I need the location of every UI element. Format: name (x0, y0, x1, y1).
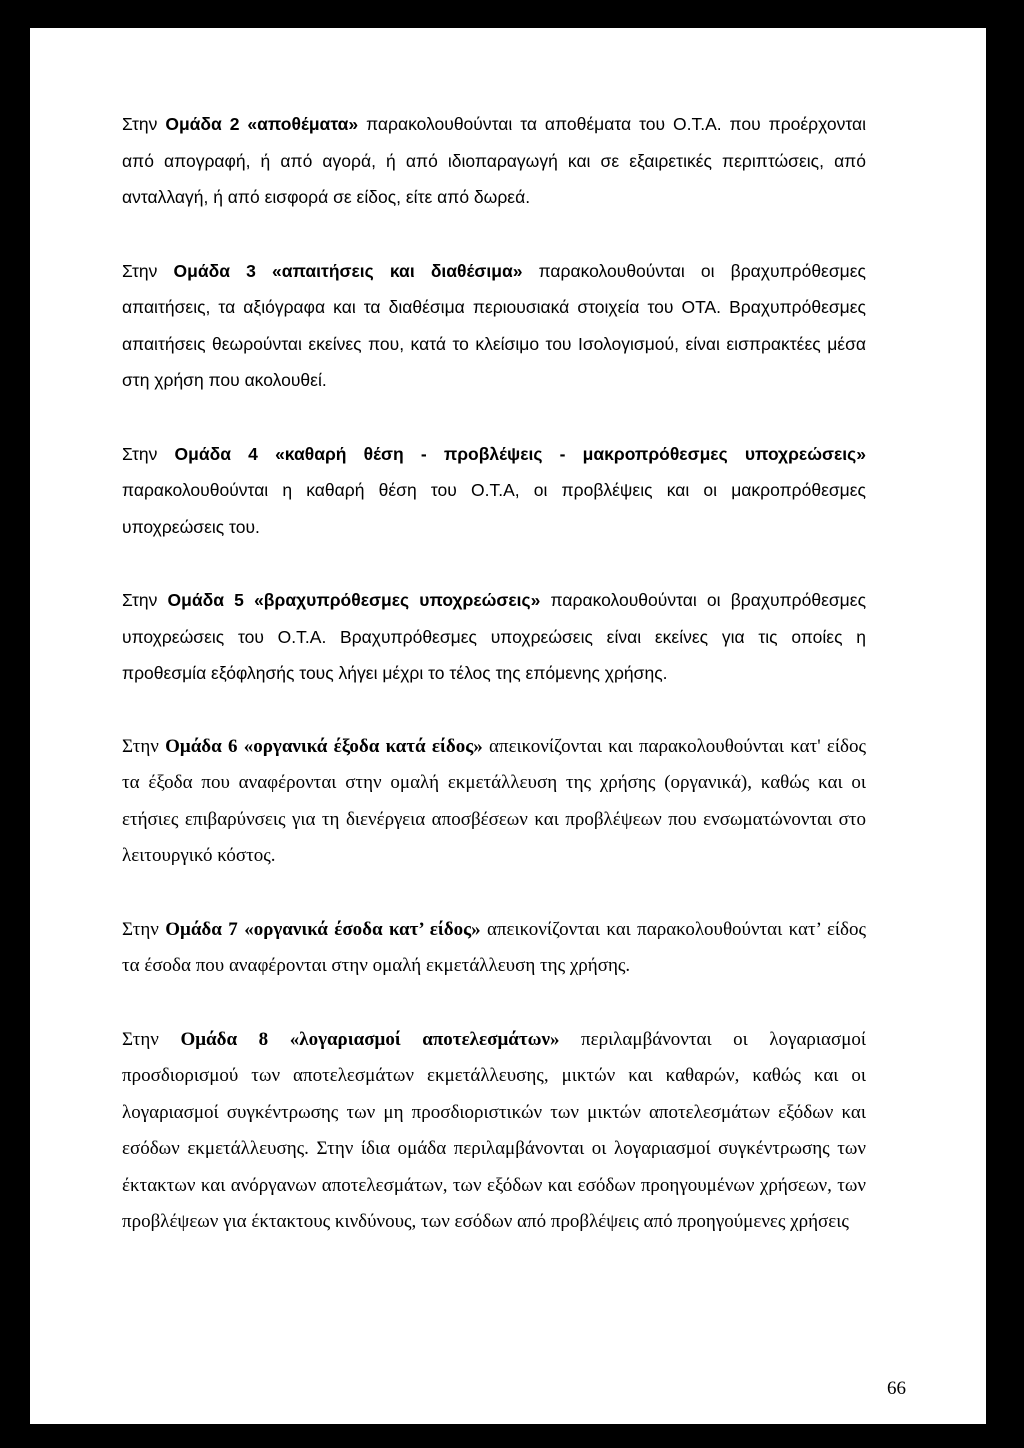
paragraph-body: παρακολουθούνται οι βραχυπρόθεσμες υποχρεώσεις του Ο.Τ.Α. Βραχυπρόθεσμες υποχρεώσεις είναι εκείνες για τις οποίες η προθεσμία εξόφλησής τους λήγει μέχρι το τέλος της επόμενης χρήσης. (122, 590, 867, 683)
spacer (256, 261, 272, 281)
group-label: Ομάδα 4 (174, 443, 258, 464)
group-title: «οργανικά έσοδα κατ’ είδος» (244, 918, 481, 940)
document-page (30, 28, 986, 1424)
paragraph-intro: Στην (122, 735, 166, 757)
paragraph-group-6 (122, 729, 866, 875)
paragraph-group-2 (122, 106, 866, 216)
document-body (122, 106, 866, 1241)
group-label: Ομάδα 2 (165, 114, 240, 134)
group-title: «βραχυπρόθεσμες υποχρεώσεις» (254, 590, 541, 610)
paragraph-intro: Στην (122, 260, 174, 281)
paragraph-group-3 (122, 253, 866, 399)
paragraph-group-7 (122, 912, 866, 985)
group-title: «λογαριασμοί αποτελεσμάτων» (289, 1028, 560, 1050)
paragraph-intro: Στην (122, 918, 166, 940)
paragraph-group-5 (122, 582, 866, 692)
paragraph-body: παρακολουθούνται τα αποθέματα του Ο.Τ.Α. που προέρχονται από απογραφή, ή από αγορά, ή από ιδιοπαραγωγή και σε εξαιρετικές περιπτώσεις, από ανταλλαγή, ή από εισφορά σε είδος, είτε από δωρεά. (122, 114, 867, 207)
paragraph-intro: Στην (122, 114, 166, 134)
group-label: Ομάδα 7 (165, 918, 238, 940)
paragraph-body: απεικονίζονται και παρακολουθούνται κατ’ είδος τα έσοδα που αναφέρονται στην ομαλή εκμετάλλευση της χρήσης. (122, 918, 867, 976)
spacer (268, 1029, 290, 1050)
group-title: «οργανικά έξοδα κατά είδος» (243, 735, 483, 757)
group-label: Ομάδα 6 (165, 735, 238, 757)
paragraph-body: παρακολουθούνται οι βραχυπρόθεσμες απαιτήσεις, τα αξιόγραφα και τα διαθέσιμα περιουσιακά στοιχεία του ΟΤΑ. Βραχυπρόθεσμες απαιτήσεις θεωρούνται εκείνες που, κατά το κλείσιμο του Ισολογισμού, είναι εισπρακτέες μέσα στη χρήση που ακολουθεί. (122, 260, 866, 390)
group-label: Ομάδα 8 (180, 1028, 269, 1050)
spacer (244, 590, 254, 610)
group-title: «καθαρή θέση - προβλέψεις - μακροπρόθεσμες υποχρεώσεις» (275, 443, 866, 464)
group-label: Ομάδα 3 (173, 260, 256, 281)
page-number: 66 (887, 1378, 906, 1399)
paragraph-body: παρακολουθούνται η καθαρή θέση του Ο.Τ.Α, οι προβλέψεις και οι μακροπρόθεσμες υποχρεώσεις του. (122, 480, 866, 537)
group-label: Ομάδα 5 (167, 590, 244, 610)
paragraph-group-4 (122, 436, 866, 546)
paragraph-body: περιλαμβάνονται οι λογαριασμοί προσδιορισμού των αποτελεσμάτων εκμετάλλευσης, μικτών και καθαρών, καθώς και οι λογαριασμοί συγκέντρωσης των μη προσδιοριστικών των μικτών αποτελεσμάτων εξόδων και εσόδων εκμετάλλευσης. Στην ίδια ομάδα περιλαμβάνονται οι λογαριασμοί συγκέντρωσης των έκτακτων και ανόργανων αποτελεσμάτων, των εξόδων και εσόδων προηγουμένων χρήσεων, των προβλέψεων για έκτακτους κινδύνους, των εσόδων από προβλέψεις από προηγούμενες χρήσεις (122, 1028, 866, 1232)
group-title: «αποθέματα» (247, 114, 359, 134)
group-title: «απαιτήσεις και διαθέσιμα» (271, 260, 523, 281)
paragraph-body: απεικονίζονται και παρακολουθούνται κατ' είδος τα έξοδα που αναφέρονται στην ομαλή εκμετάλλευση της χρήσης (οργανικά), καθώς και οι ετήσιες επιβαρύνσεις για τη διενέργεια αποσβέσεων και προβλέψεων που ενσωματώνονται στο λειτουργικό κόστος. (122, 735, 866, 866)
spacer (258, 444, 275, 464)
paragraph-group-8 (122, 1022, 866, 1241)
paragraph-intro: Στην (122, 590, 168, 610)
paragraph-intro: Στην (122, 443, 175, 464)
paragraph-intro: Στην (122, 1028, 181, 1050)
